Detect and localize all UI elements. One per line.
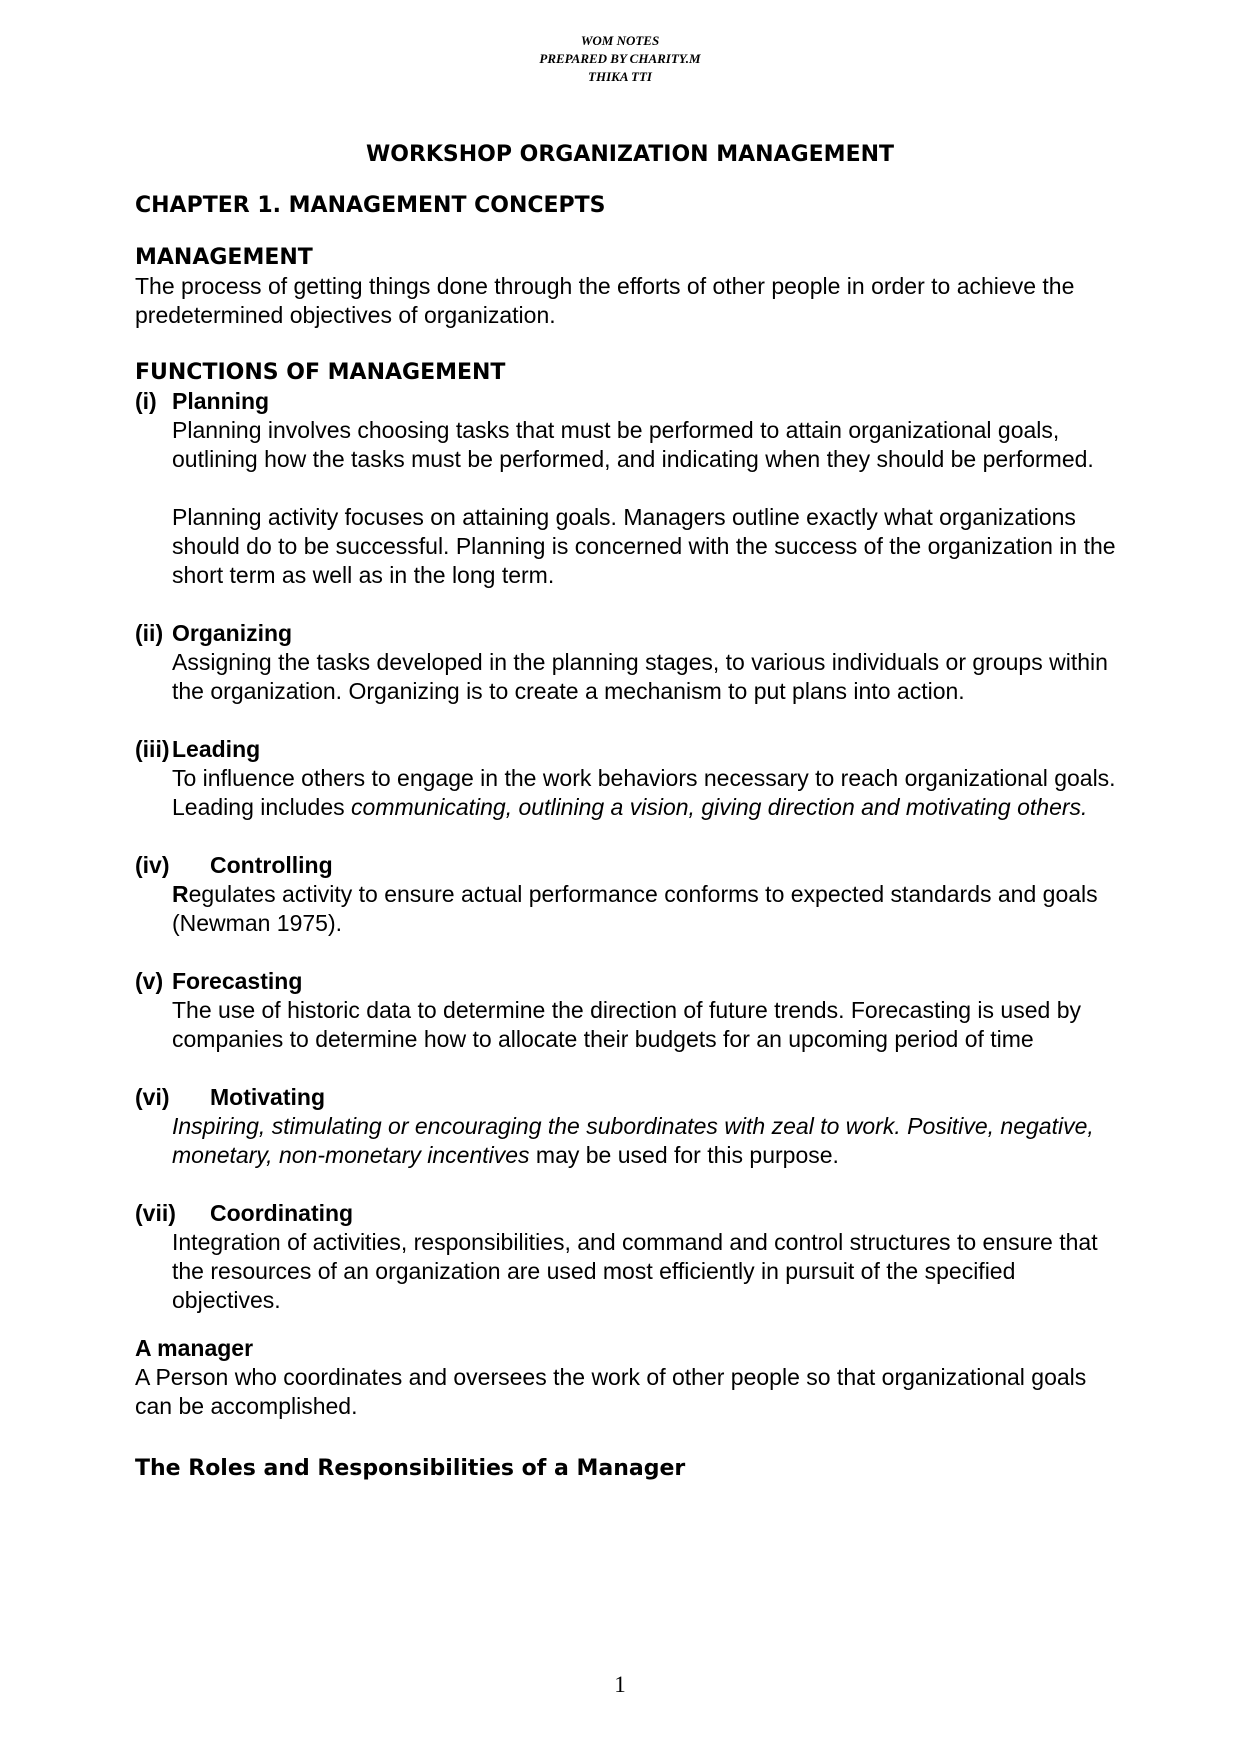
function-number: (vii) [135, 1200, 176, 1226]
function-description [172, 764, 1125, 822]
chapter-heading: CHAPTER 1. MANAGEMENT CONCEPTS [135, 193, 606, 218]
function-description: Assigning the tasks developed in the planning stages, to various individuals or groups within the organization. Organizing is to create a mechanism to put plans into action. [172, 649, 1108, 704]
functions-heading: FUNCTIONS OF MANAGEMENT [135, 360, 506, 385]
function-number: (iii) [135, 736, 170, 762]
function-number: (iv) [135, 852, 170, 878]
management-heading: MANAGEMENT [135, 245, 313, 270]
function-number: (i) [135, 388, 157, 414]
function-item-leading [135, 735, 1125, 822]
function-number: (vi) [135, 1084, 170, 1110]
function-description-extra: Planning activity focuses on attaining goals. Managers outline exactly what organizations should do to be successful. Planning is concerned with the success of the organization in the short term as well as in the long term. [172, 504, 1116, 588]
function-item-organizing [135, 619, 1125, 706]
header-line-course: WOM NOTES [580, 33, 660, 48]
document-body [135, 140, 1125, 1483]
manager-definition: A Person who coordinates and oversees the work of other people so that organizational goals can be accomplished. [135, 1364, 1087, 1419]
function-description: Planning involves choosing tasks that must be performed to attain organizational goals, outlining how the tasks must be performed, and indicating when they should be performed. [172, 417, 1094, 472]
function-title: Coordinating [210, 1200, 354, 1226]
function-title: Planning [172, 388, 270, 414]
header-line-institution: THIKA TTI [588, 69, 652, 84]
function-item-motivating [135, 1083, 1125, 1170]
page-header [0, 32, 1240, 86]
function-item-planning [135, 387, 1125, 590]
description-italic: Inspiring, stimulating or encouraging the subordinates with zeal to work. Positive, negative, monetary, non-monetary incentives [172, 1113, 1094, 1168]
function-description [172, 880, 1125, 938]
function-description: The use of historic data to determine the direction of future trends. Forecasting is used by companies to determine how to allocate their budgets for an upcoming period of time [172, 997, 1081, 1052]
function-title: Controlling [210, 852, 333, 878]
function-item-coordinating [135, 1199, 1125, 1315]
description-plain: may be used for this purpose. [529, 1142, 839, 1168]
description-rest: egulates activity to ensure actual performance conforms to expected standards and goals (Newman 1975). [172, 881, 1098, 936]
manager-heading: A manager [135, 1335, 254, 1361]
function-number: (ii) [135, 620, 164, 646]
description-dropcap: R [172, 881, 189, 907]
function-description [172, 1112, 1125, 1170]
roles-heading: The Roles and Responsibilities of a Manager [135, 1456, 686, 1481]
function-number: (v) [135, 968, 164, 994]
description-italic: communicating, outlining a vision, giving direction and motivating others. [351, 794, 1088, 820]
function-title: Organizing [172, 620, 293, 646]
function-title: Forecasting [172, 968, 303, 994]
function-item-forecasting [135, 967, 1125, 1054]
function-description: Integration of activities, responsibilities, and command and control structures to ensure that the resources of an organization are used most efficiently in pursuit of the specified objectives. [172, 1229, 1098, 1313]
page-number: 1 [614, 1672, 626, 1697]
document-title: WORKSHOP ORGANIZATION MANAGEMENT [365, 142, 895, 167]
function-title: Motivating [210, 1084, 325, 1110]
description-plain: To influence others to engage in the work behaviors necessary to reach organizational goals. Leading includes [172, 765, 1116, 820]
function-title: Leading [172, 736, 261, 762]
header-line-author: PREPARED BY CHARITY.M [539, 51, 701, 66]
management-definition: The process of getting things done through the efforts of other people in order to achieve the predetermined objectives of organization. [135, 273, 1075, 328]
function-item-controlling [135, 851, 1125, 938]
